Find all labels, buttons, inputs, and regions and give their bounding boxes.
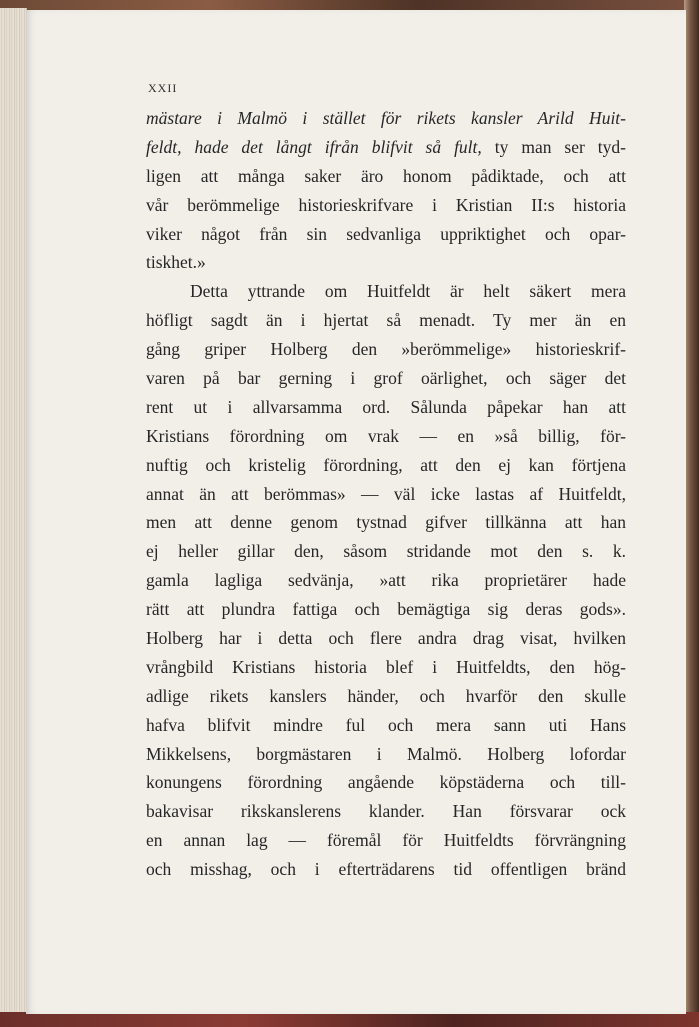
book-bottom-edge (0, 1012, 699, 1027)
text-line: vrångbild Kristians historia blef i Huitfeldts, den hög- (146, 656, 626, 677)
text-line: och misshag, och i efterträdarens tid offentligen bränd (146, 859, 626, 880)
text-line: gång griper Holberg den »berömmelige» historieskrif- (146, 339, 626, 360)
text-line: rent ut i allvarsamma ord. Sålunda påpekar han att (146, 396, 626, 417)
text-line: men att denne genom tystnad gifver tillkänna att han (146, 512, 626, 533)
text-line: annat än att berömmas» — väl icke lastas af Huitfeldt, (146, 483, 626, 504)
text-line: gamla lagliga sedvänja, »att rika proprietärer hade (146, 570, 626, 591)
text-line: viker något från sin sedvanliga uppriktighet och opar- (146, 223, 626, 244)
text-line: ligen att många saker äro honom pådiktade, och att (146, 165, 626, 186)
text-line: höfligt sagdt än i hjertat så menadt. Ty mer än en (146, 310, 626, 331)
text-line: varen på bar gerning i grof oärlighet, och säger det (146, 368, 626, 389)
book-cover-edge (684, 0, 699, 1027)
text-line: vår berömmelige historieskrifvare i Kristian II:s historia (146, 194, 626, 215)
page-stack-edge (0, 8, 27, 1016)
text-line: rätt att plundra fattiga och bemägtiga sig deras gods». (146, 599, 626, 620)
page-number: XXII (148, 81, 178, 95)
text-line: mästare i Malmö i stället för rikets kansler Arild Huit- (146, 108, 626, 128)
text-line: Holberg har i detta och flere andra drag visat, hvilken (146, 628, 626, 649)
text-line: Detta yttrande om Huitfeldt är helt säkert mera (190, 281, 626, 302)
text-line: Mikkelsens, borgmästaren i Malmö. Holberg lofordar (146, 743, 626, 764)
text-line-roman: ty man ser tyd- (494, 136, 626, 157)
text-line: adlige rikets kanslers händer, och hvarför den skulle (146, 685, 626, 706)
text-line-italic: feldt, hade det långt ifrån blifvit så fult, (146, 136, 495, 157)
text-line: konungens förordning angående köpstäderna och till- (146, 772, 626, 793)
text-line: hafva blifvit mindre ful och mera sann uti Hans (146, 714, 626, 735)
text-line: Kristians förordning om vrak — en »så billig, för- (146, 425, 626, 446)
text-line: en annan lag — föremål för Huitfeldts förvrängning (146, 830, 626, 851)
page-text (146, 104, 626, 884)
text-line: ej heller gillar den, såsom stridande mot den s. k. (146, 541, 626, 562)
text-line (146, 133, 626, 162)
text-line: nuftig och kristelig förordning, att den ej kan förtjena (146, 454, 626, 475)
text-line: bakavisar rikskanslerens klander. Han försvarar ock (146, 801, 626, 822)
text-line: tiskhet.» (146, 252, 206, 273)
